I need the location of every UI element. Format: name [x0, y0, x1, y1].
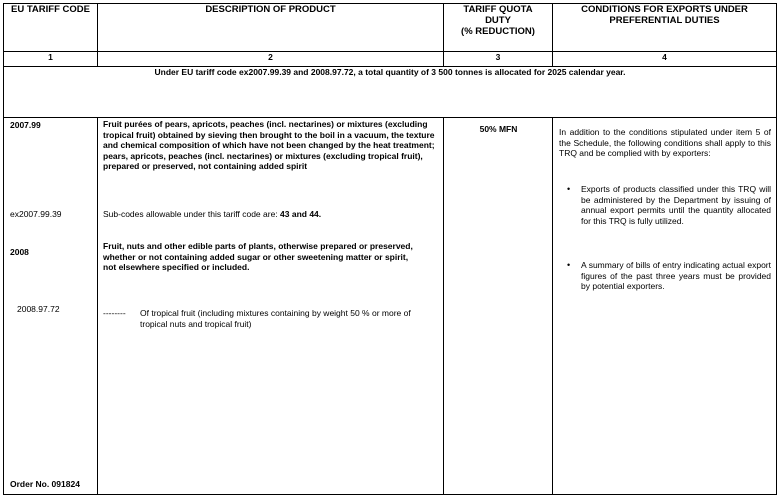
header-duty-line2: DUTY: [485, 15, 511, 26]
header-row: [4, 4, 777, 52]
column-number-1: 1: [4, 52, 98, 67]
header-conditions: [553, 4, 777, 52]
code-cell: [4, 118, 98, 495]
conditions-cell: [553, 118, 777, 495]
header-duty-line3: (% REDUCTION): [461, 26, 535, 37]
header-description-label: DESCRIPTION OF PRODUCT: [205, 4, 336, 15]
tariff-code-ex2007-99-39: ex2007.99.39: [10, 209, 62, 219]
description-dash: --------: [103, 308, 126, 318]
column-number-2: 2: [98, 52, 444, 67]
conditions-bullet-1: [567, 184, 771, 226]
description-2008: Fruit, nuts and other edible parts of plants, otherwise prepared or preserved, whether or not containing added sugar or other sweetening matter or spirit, not elsewhere specified or included.: [103, 241, 413, 272]
description-ex2007-99-39: [103, 209, 437, 220]
tariff-body-row: [4, 118, 777, 495]
bullet-point-icon: •: [567, 260, 571, 270]
description-2008-97-72: Of tropical fruit (including mixtures containing by weight 50 % or more of tropical nuts and tropical fruit): [140, 308, 411, 329]
header-tariff-quota-duty: [444, 4, 553, 52]
allocation-note: Under EU tariff code ex2007.99.39 and 2008.97.72, a total quantity of 3 500 tonnes is allocated for 2025 calendar year.: [4, 67, 777, 118]
description-cell: [98, 118, 444, 495]
tariff-quota-table: [3, 3, 777, 495]
column-number-row: [4, 52, 777, 67]
allocation-note-row: [4, 67, 777, 118]
conditions-bullet-1-text: Exports of products classified under this TRQ will be administered by the Department by issuing of annual export permits until the quantity allocated for this TRQ is fully utilized.: [581, 184, 771, 226]
header-description: [98, 4, 444, 52]
header-conditions-line1: CONDITIONS FOR EXPORTS UNDER: [581, 4, 748, 15]
tariff-quota-duty-value: 50% MFN: [479, 124, 518, 134]
subcodes-label: Sub-codes allowable under this tariff code are:: [103, 209, 281, 219]
conditions-bullet-2-text: A summary of bills of entry indicating actual export figures of the past three years must be provided by potential exporters.: [581, 260, 771, 291]
tariff-code-2008-97-72: 2008.97.72: [17, 304, 60, 314]
header-eu-tariff-code: [4, 4, 98, 52]
description-2007-99: Fruit purées of pears, apricots, peaches (incl. nectarines) or mixtures (excluding tropical fruit) obtained by sieving then brought to the boil in a vacuum, the texture and chemical composition of which have not been changed by the heat treatment; pears, apricots, peaches (incl. nectarines) or mixtures (excluding tropical fruit), prepared or preserved, not containing added spirit: [103, 119, 435, 171]
bullet-point-icon: •: [567, 184, 571, 194]
order-number: Order No. 091824: [10, 479, 80, 489]
conditions-intro: In addition to the conditions stipulated under item 5 of the Schedule, the following conditions shall apply to this TRQ and be complied with by exporters:: [559, 127, 771, 158]
column-number-4: 4: [553, 52, 777, 67]
header-conditions-line2: PREFERENTIAL DUTIES: [609, 15, 720, 26]
header-duty-line1: TARIFF QUOTA: [463, 4, 533, 15]
header-eu-tariff-code-label: EU TARIFF CODE: [11, 4, 90, 15]
conditions-bullet-2: [567, 260, 771, 292]
subcodes-value: 43 and 44.: [280, 209, 322, 219]
column-number-3: 3: [444, 52, 553, 67]
duty-cell: [444, 118, 553, 495]
tariff-code-2008: 2008: [10, 247, 29, 257]
tariff-code-2007-99: 2007.99: [10, 120, 41, 130]
